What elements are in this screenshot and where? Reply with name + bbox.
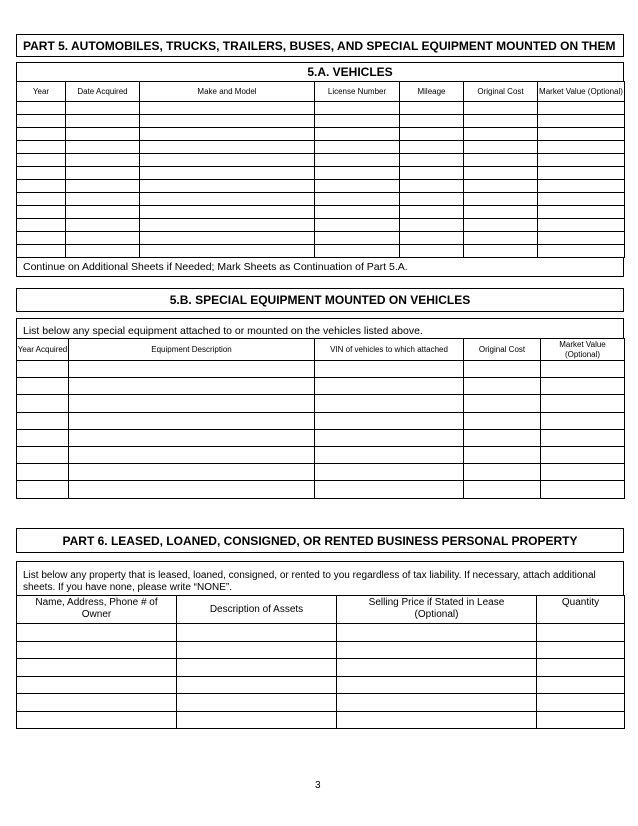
leased-property-row (17, 694, 625, 712)
vehicle-cell[interactable] (464, 245, 538, 258)
part6-table (16, 595, 625, 729)
vehicle-cell[interactable] (140, 128, 315, 141)
vehicle-row (17, 219, 625, 232)
part6-instruction-box (16, 561, 624, 595)
vehicle-cell[interactable] (17, 115, 66, 128)
leased-property-cell[interactable] (337, 676, 537, 694)
leased-property-cell[interactable] (537, 624, 625, 642)
vehicle-cell[interactable] (140, 245, 315, 258)
col-original-cost: Original Cost (464, 339, 541, 361)
vehicle-cell[interactable] (538, 167, 625, 180)
leased-property-cell[interactable] (537, 694, 625, 712)
vehicle-cell[interactable] (538, 180, 625, 193)
vehicle-row (17, 245, 625, 258)
vehicle-cell[interactable] (538, 206, 625, 219)
special-equipment-cell[interactable] (464, 446, 541, 463)
special-equipment-cell[interactable] (17, 395, 69, 412)
vehicle-cell[interactable] (400, 102, 464, 115)
vehicle-cell[interactable] (315, 167, 400, 180)
special-equipment-cell[interactable] (315, 446, 464, 463)
leased-property-cell[interactable] (537, 659, 625, 677)
leased-property-cell[interactable] (17, 641, 177, 659)
special-equipment-cell[interactable] (464, 361, 541, 378)
special-equipment-cell[interactable] (17, 429, 69, 446)
vehicle-cell[interactable] (538, 154, 625, 167)
vehicle-cell[interactable] (140, 206, 315, 219)
special-equipment-row (17, 481, 625, 498)
vehicle-cell[interactable] (140, 102, 315, 115)
vehicles-footer: Continue on Additional Sheets if Needed; Mark Sheets as Continuation of Part 5.A. (23, 261, 408, 273)
col-market-value: Market Value (Optional) (541, 339, 625, 361)
vehicle-cell[interactable] (400, 141, 464, 154)
special-equipment-cell[interactable] (464, 481, 541, 498)
special-equipment-title: 5.B. SPECIAL EQUIPMENT MOUNTED ON VEHICLES (169, 293, 471, 307)
vehicle-cell[interactable] (464, 193, 538, 206)
vehicle-cell[interactable] (17, 219, 66, 232)
leased-property-cell[interactable] (177, 624, 337, 642)
vehicle-cell[interactable] (66, 180, 140, 193)
special-equipment-cell[interactable] (69, 446, 315, 463)
special-equipment-cell[interactable] (315, 481, 464, 498)
vehicle-cell[interactable] (400, 154, 464, 167)
special-equipment-cell[interactable] (69, 412, 315, 429)
special-equipment-row (17, 412, 625, 429)
leased-property-row (17, 641, 625, 659)
special-equipment-cell[interactable] (541, 361, 625, 378)
part5-title: PART 5. AUTOMOBILES, TRUCKS, TRAILERS, BUSES, AND SPECIAL EQUIPMENT MOUNTED ON THEM (23, 38, 616, 53)
vehicles-table (16, 81, 625, 258)
leased-property-cell[interactable] (17, 694, 177, 712)
vehicle-cell[interactable] (400, 128, 464, 141)
leased-property-cell[interactable] (337, 624, 537, 642)
part6-header (16, 528, 624, 553)
vehicle-row (17, 141, 625, 154)
special-equipment-cell[interactable] (69, 378, 315, 395)
vehicle-cell[interactable] (17, 128, 66, 141)
vehicle-cell[interactable] (140, 167, 315, 180)
leased-property-cell[interactable] (537, 676, 625, 694)
vehicle-cell[interactable] (315, 245, 400, 258)
special-equipment-table (16, 338, 625, 499)
vehicle-cell[interactable] (464, 102, 538, 115)
vehicle-cell[interactable] (315, 115, 400, 128)
leased-property-cell[interactable] (177, 676, 337, 694)
vehicle-row (17, 115, 625, 128)
part5-header (16, 34, 624, 57)
leased-property-row (17, 624, 625, 642)
vehicles-header (16, 62, 624, 81)
leased-property-cell[interactable] (337, 711, 537, 729)
vehicle-cell[interactable] (140, 232, 315, 245)
vehicle-cell[interactable] (538, 115, 625, 128)
special-equipment-cell[interactable] (315, 464, 464, 481)
leased-property-cell[interactable] (17, 676, 177, 694)
special-equipment-cell[interactable] (17, 481, 69, 498)
special-equipment-cell[interactable] (541, 446, 625, 463)
vehicle-cell[interactable] (538, 232, 625, 245)
leased-property-row (17, 676, 625, 694)
special-equipment-cell[interactable] (17, 361, 69, 378)
leased-property-cell[interactable] (337, 659, 537, 677)
vehicle-cell[interactable] (400, 219, 464, 232)
special-equipment-cell[interactable] (464, 412, 541, 429)
col-owner: Name, Address, Phone # of Owner (17, 596, 177, 624)
col-date-acquired: Date Acquired (66, 82, 140, 102)
vehicle-cell[interactable] (140, 141, 315, 154)
vehicle-row (17, 102, 625, 115)
special-equipment-cell[interactable] (315, 361, 464, 378)
vehicle-cell[interactable] (140, 219, 315, 232)
special-equipment-cell[interactable] (315, 395, 464, 412)
vehicles-title: 5.A. VEHICLES (307, 65, 393, 79)
vehicle-row (17, 180, 625, 193)
vehicle-cell[interactable] (400, 193, 464, 206)
col-vin: VIN of vehicles to which attached (315, 339, 464, 361)
vehicle-cell[interactable] (66, 219, 140, 232)
vehicle-cell[interactable] (464, 154, 538, 167)
leased-property-row (17, 659, 625, 677)
col-asset-description: Description of Assets (177, 596, 337, 624)
vehicle-cell[interactable] (315, 180, 400, 193)
special-equipment-cell[interactable] (464, 395, 541, 412)
vehicle-cell[interactable] (315, 141, 400, 154)
vehicle-cell[interactable] (464, 128, 538, 141)
special-equipment-instruction-box (16, 318, 624, 338)
vehicle-cell[interactable] (464, 206, 538, 219)
vehicle-cell[interactable] (17, 193, 66, 206)
vehicle-cell[interactable] (400, 167, 464, 180)
vehicle-cell[interactable] (17, 102, 66, 115)
special-equipment-header (16, 288, 624, 312)
vehicle-row (17, 167, 625, 180)
leased-property-cell[interactable] (177, 659, 337, 677)
leased-property-cell[interactable] (177, 711, 337, 729)
vehicle-cell[interactable] (464, 141, 538, 154)
col-selling-price: Selling Price if Stated in Lease (Optional) (337, 596, 537, 624)
special-equipment-row (17, 361, 625, 378)
vehicle-cell[interactable] (17, 180, 66, 193)
leased-property-cell[interactable] (17, 624, 177, 642)
vehicle-cell[interactable] (66, 232, 140, 245)
special-equipment-cell[interactable] (464, 378, 541, 395)
leased-property-cell[interactable] (337, 694, 537, 712)
special-equipment-cell[interactable] (69, 429, 315, 446)
vehicle-row (17, 193, 625, 206)
special-equipment-row (17, 395, 625, 412)
vehicle-cell[interactable] (538, 141, 625, 154)
vehicle-cell[interactable] (464, 219, 538, 232)
col-quantity: Quantity (537, 596, 625, 624)
vehicle-cell[interactable] (66, 167, 140, 180)
part6-instruction: List below any property that is leased, loaned, consigned, or rented to you regardless of tax liability. If necessary, attach additional sheets. If you have none, please write “NONE”. (23, 570, 596, 593)
vehicle-cell[interactable] (66, 102, 140, 115)
vehicle-cell[interactable] (464, 232, 538, 245)
vehicle-cell[interactable] (140, 180, 315, 193)
special-equipment-cell[interactable] (315, 429, 464, 446)
special-equipment-cell[interactable] (69, 361, 315, 378)
part6-title: PART 6. LEASED, LOANED, CONSIGNED, OR RENTED BUSINESS PERSONAL PROPERTY (62, 533, 578, 548)
vehicle-cell[interactable] (140, 193, 315, 206)
special-equipment-cell[interactable] (315, 412, 464, 429)
vehicle-cell[interactable] (66, 206, 140, 219)
vehicle-cell[interactable] (17, 154, 66, 167)
col-make-model: Make and Model (140, 82, 315, 102)
vehicle-cell[interactable] (66, 193, 140, 206)
vehicle-cell[interactable] (315, 193, 400, 206)
special-equipment-cell[interactable] (17, 412, 69, 429)
vehicle-cell[interactable] (538, 102, 625, 115)
special-equipment-cell[interactable] (541, 429, 625, 446)
leased-property-cell[interactable] (177, 694, 337, 712)
vehicle-cell[interactable] (538, 193, 625, 206)
vehicle-cell[interactable] (464, 180, 538, 193)
vehicle-cell[interactable] (464, 167, 538, 180)
leased-property-cell[interactable] (337, 641, 537, 659)
vehicle-cell[interactable] (66, 154, 140, 167)
special-equipment-rows (17, 361, 625, 499)
vehicle-row (17, 128, 625, 141)
vehicle-cell[interactable] (66, 128, 140, 141)
vehicle-cell[interactable] (17, 167, 66, 180)
col-year-acquired: Year Acquired (17, 339, 69, 361)
special-equipment-row (17, 378, 625, 395)
col-license-number: License Number (315, 82, 400, 102)
leased-property-cell[interactable] (17, 711, 177, 729)
special-equipment-cell[interactable] (69, 481, 315, 498)
special-equipment-cell[interactable] (69, 464, 315, 481)
vehicle-cell[interactable] (17, 245, 66, 258)
part6-rows (17, 624, 625, 729)
vehicle-cell[interactable] (315, 154, 400, 167)
col-equipment-description: Equipment Description (69, 339, 315, 361)
vehicle-cell[interactable] (66, 115, 140, 128)
vehicle-cell[interactable] (538, 128, 625, 141)
special-equipment-row (17, 446, 625, 463)
special-equipment-cell[interactable] (17, 378, 69, 395)
vehicle-cell[interactable] (17, 232, 66, 245)
vehicle-cell[interactable] (400, 232, 464, 245)
vehicle-cell[interactable] (17, 206, 66, 219)
special-equipment-cell[interactable] (541, 378, 625, 395)
vehicles-footer-box (16, 258, 624, 277)
leased-property-cell[interactable] (537, 711, 625, 729)
vehicle-cell[interactable] (315, 102, 400, 115)
special-equipment-cell[interactable] (541, 464, 625, 481)
col-market-value: Market Value (Optional) (538, 82, 625, 102)
special-equipment-row (17, 464, 625, 481)
page-number: 3 (315, 780, 321, 791)
vehicle-row (17, 232, 625, 245)
vehicle-cell[interactable] (315, 232, 400, 245)
special-equipment-cell[interactable] (464, 429, 541, 446)
vehicle-row (17, 154, 625, 167)
vehicle-cell[interactable] (66, 245, 140, 258)
special-equipment-row (17, 429, 625, 446)
vehicle-cell[interactable] (315, 206, 400, 219)
vehicle-cell[interactable] (400, 245, 464, 258)
special-equipment-cell[interactable] (315, 378, 464, 395)
vehicle-cell[interactable] (315, 219, 400, 232)
special-equipment-instruction: List below any special equipment attached to or mounted on the vehicles listed above. (23, 325, 423, 337)
vehicle-row (17, 206, 625, 219)
vehicle-cell[interactable] (538, 219, 625, 232)
leased-property-cell[interactable] (17, 659, 177, 677)
vehicle-cell[interactable] (17, 141, 66, 154)
vehicle-cell[interactable] (400, 180, 464, 193)
special-equipment-cell[interactable] (541, 412, 625, 429)
col-original-cost: Original Cost (464, 82, 538, 102)
vehicle-cell[interactable] (66, 141, 140, 154)
vehicle-cell[interactable] (464, 115, 538, 128)
special-equipment-cell[interactable] (17, 446, 69, 463)
vehicle-cell[interactable] (400, 115, 464, 128)
special-equipment-cell[interactable] (541, 395, 625, 412)
vehicle-cell[interactable] (140, 154, 315, 167)
leased-property-row (17, 711, 625, 729)
leased-property-cell[interactable] (177, 641, 337, 659)
special-equipment-cell[interactable] (69, 395, 315, 412)
col-mileage: Mileage (400, 82, 464, 102)
vehicles-rows (17, 102, 625, 258)
vehicle-cell[interactable] (315, 128, 400, 141)
special-equipment-cell[interactable] (17, 464, 69, 481)
special-equipment-cell[interactable] (541, 481, 625, 498)
vehicle-cell[interactable] (140, 115, 315, 128)
special-equipment-cell[interactable] (464, 464, 541, 481)
vehicle-cell[interactable] (400, 206, 464, 219)
vehicle-cell[interactable] (538, 245, 625, 258)
leased-property-cell[interactable] (537, 641, 625, 659)
col-year: Year (17, 82, 66, 102)
